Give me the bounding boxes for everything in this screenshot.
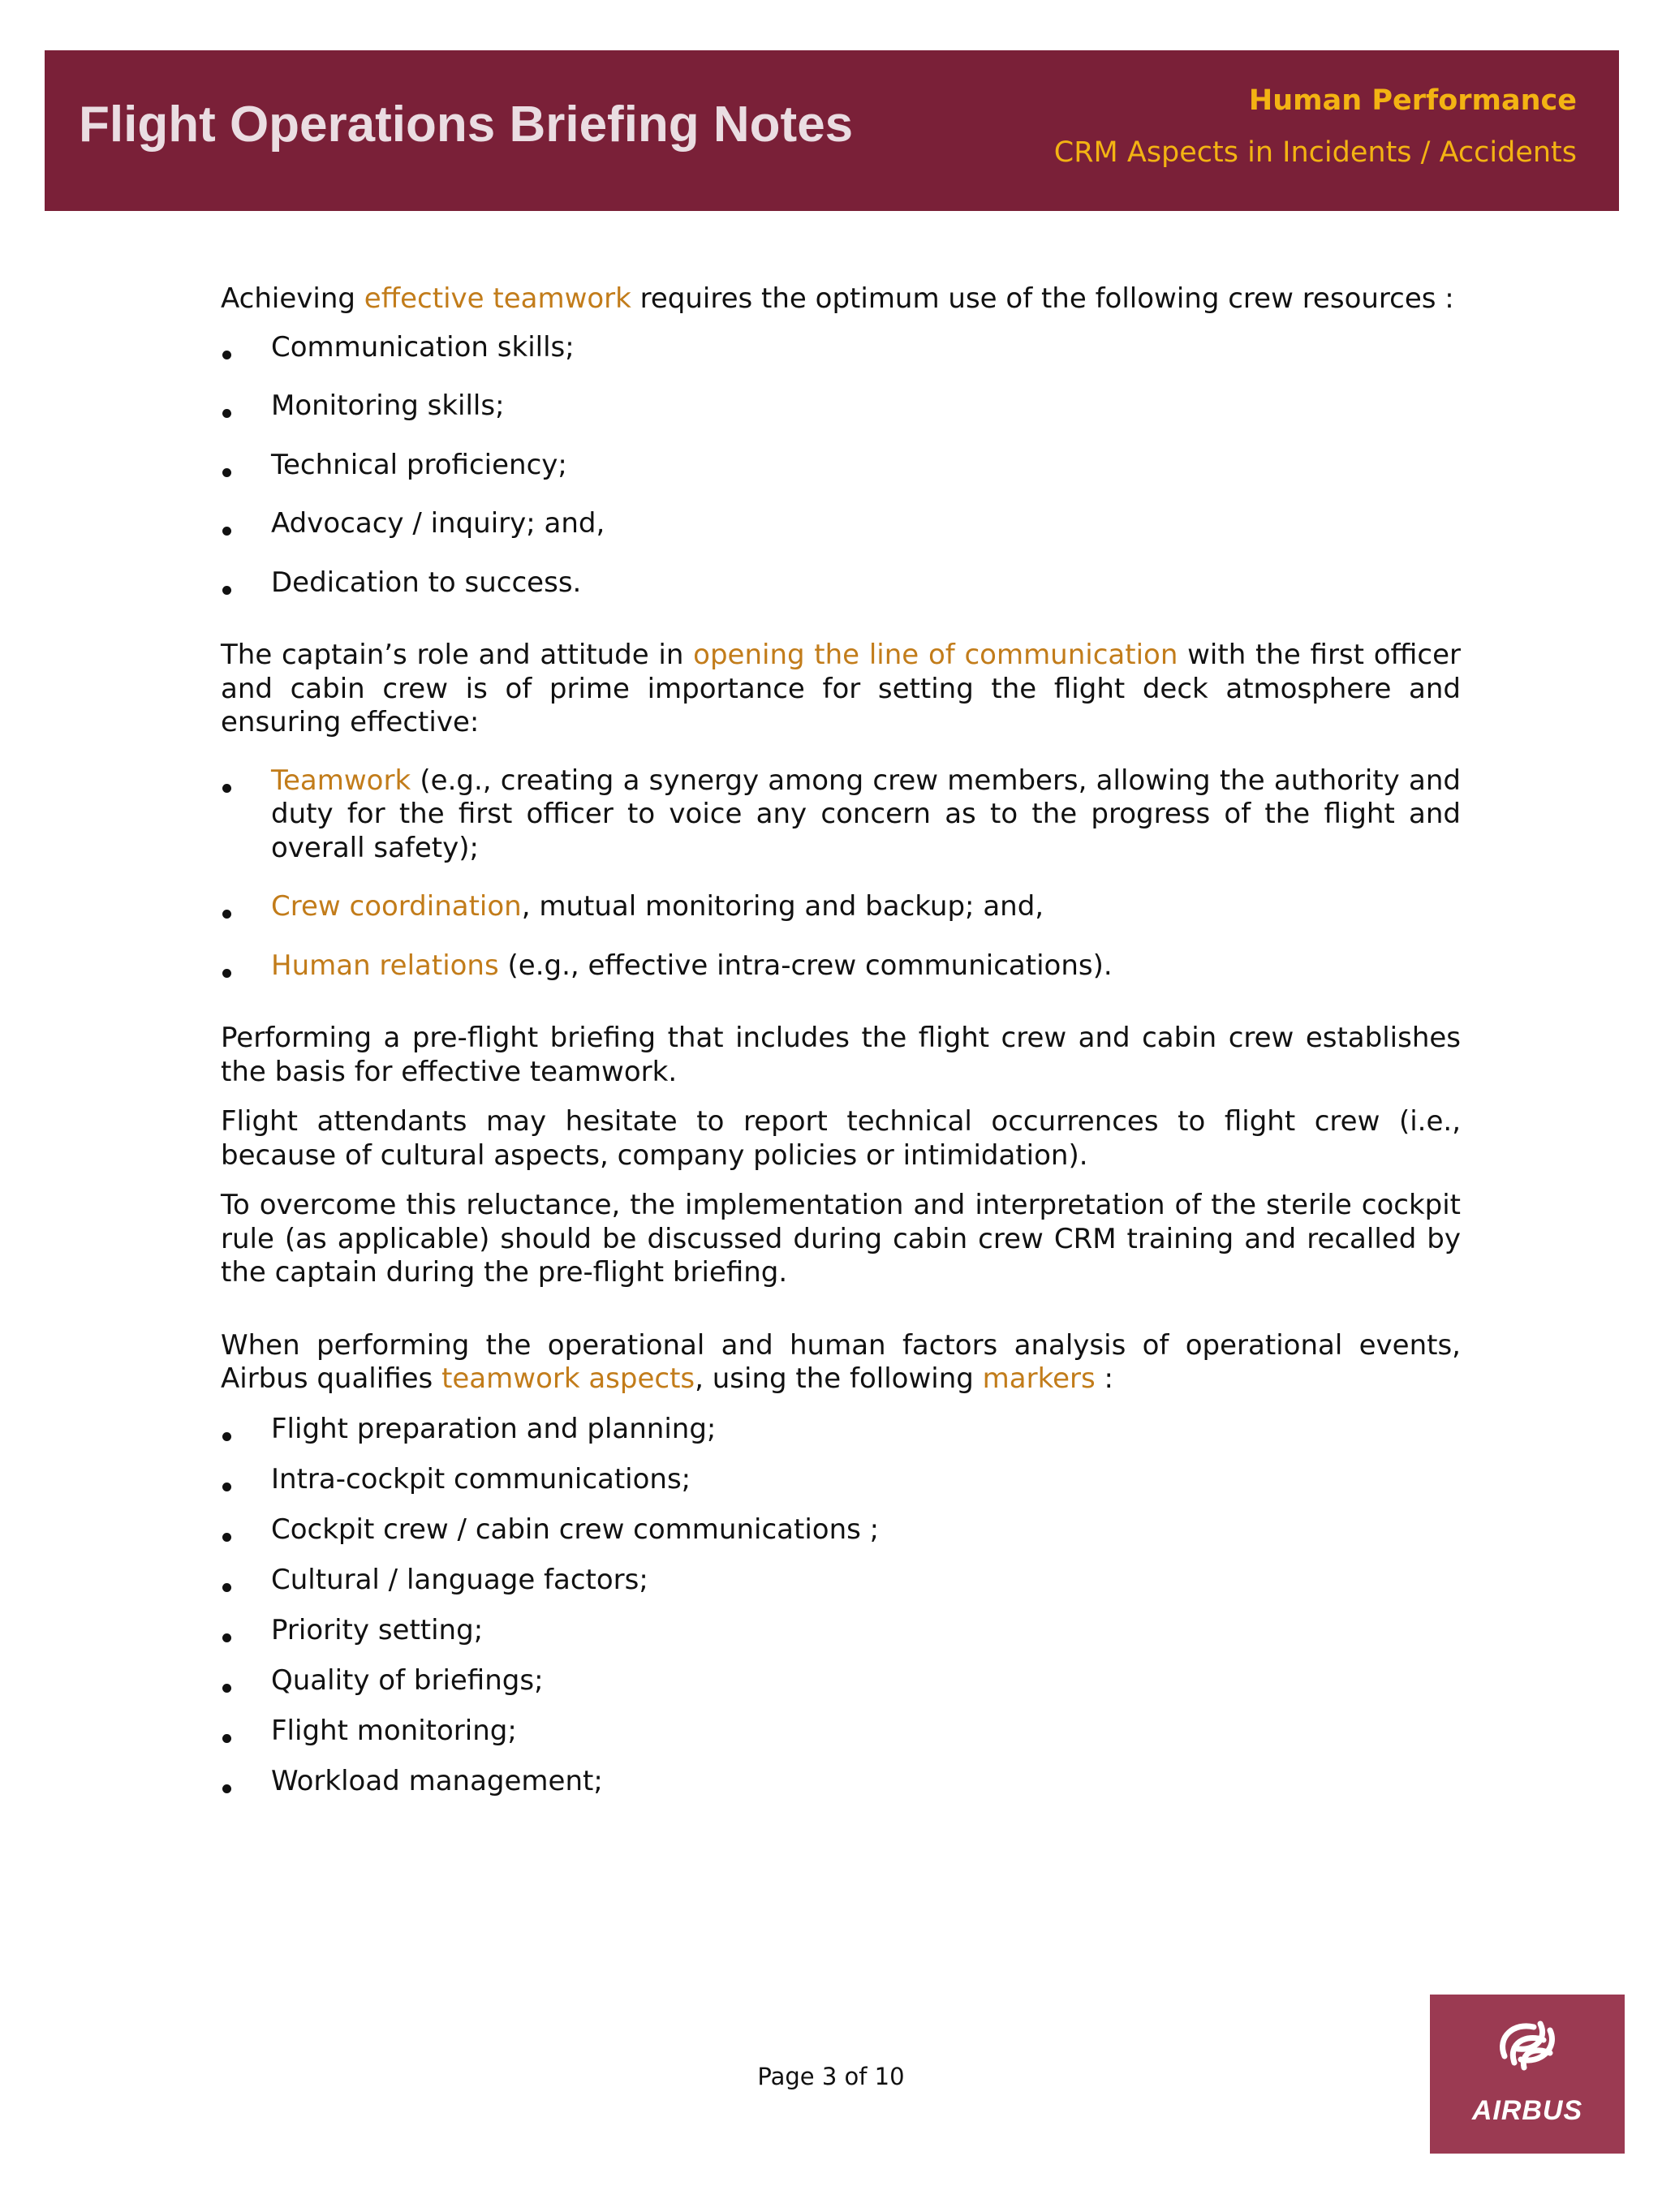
list-item: Cultural / language factors; (221, 1564, 1461, 1598)
bullet-icon (222, 409, 231, 418)
effective-list (221, 764, 1461, 983)
list-item: Cockpit crew / cabin crew communications ; (221, 1513, 1461, 1547)
bullet-icon (222, 1583, 231, 1592)
page-header (45, 50, 1619, 211)
list-item: Technical proficiency; (221, 449, 1461, 483)
list-item: Crew coordination, mutual monitoring and backup; and, (221, 890, 1461, 924)
bullet-icon (222, 910, 231, 919)
list-item: Advocacy / inquiry; and, (221, 507, 1461, 541)
section1-intro: Achieving effective teamwork requires the optimum use of the following crew resources : (221, 282, 1454, 315)
paragraph-reluctance: To overcome this reluctance, the implementation and interpretation of the sterile cockpit rule (as applicable) should be discussed during cabin crew CRM training and recalled by the captain during the pre-flight briefing. (221, 1189, 1461, 1289)
bullet-icon (222, 527, 231, 536)
paragraph-preflight: Performing a pre-flight briefing that includes the flight crew and cabin crew establishes the basis for effective teamwork. (221, 1022, 1461, 1088)
bullet-icon (222, 1734, 231, 1743)
page-content (221, 282, 1461, 1798)
highlight-teamwork-aspects: teamwork aspects (441, 1362, 695, 1395)
bullet-icon (222, 586, 231, 595)
highlight-effective-teamwork: effective teamwork (364, 282, 631, 315)
section2-intro: The captain’s role and attitude in opening the line of communication with the first officer and cabin crew is of prime importance for setting the flight deck atmosphere and ensuring effective: (221, 639, 1461, 738)
airbus-wordmark: AIRBUS (1471, 2095, 1583, 2126)
list-item: Quality of briefings; (221, 1664, 1461, 1698)
bullet-icon (222, 1432, 231, 1441)
airbus-swirl-icon (1430, 1995, 1625, 2092)
document-title: Flight Operations Briefing Notes (79, 97, 854, 153)
list-item: Workload management; (221, 1765, 1461, 1799)
bullet-icon (222, 1684, 231, 1693)
section3-intro: When performing the operational and human factors analysis of operational events, Airbus qualifies teamwork aspects, using the following markers : (221, 1328, 1461, 1395)
bullet-icon (222, 1784, 231, 1793)
bullet-icon (222, 351, 231, 359)
list-item: Teamwork (e.g., creating a synergy among crew members, allowing the authority and duty for the first officer to voice any concern as to the progress of the flight and overall safety); (221, 764, 1461, 866)
highlight-opening-line: opening the line of communication (693, 639, 1178, 671)
crew-resources-list (221, 331, 1461, 600)
list-item: Intra-cockpit communications; (221, 1463, 1461, 1497)
bullet-icon (222, 1483, 231, 1491)
list-item: Priority setting; (221, 1614, 1461, 1648)
highlight-markers: markers (982, 1362, 1096, 1395)
airbus-logo (1430, 1995, 1625, 2154)
bullet-icon (222, 784, 231, 793)
markers-list (221, 1413, 1461, 1799)
list-item: Monitoring skills; (221, 389, 1461, 424)
paragraph-attendants: Flight attendants may hesitate to report technical occurrences to flight crew (i.e., because of cultural aspects, company policies or intimidation). (221, 1105, 1461, 1172)
bullet-icon (222, 1633, 231, 1642)
bullet-icon (222, 468, 231, 477)
page-number: Page 3 of 10 (757, 2063, 905, 2090)
bullet-icon (222, 969, 231, 978)
bullet-icon (222, 1533, 231, 1542)
header-category: Human Performance (1248, 84, 1577, 117)
list-item: Flight preparation and planning; (221, 1413, 1461, 1447)
header-subtitle: CRM Aspects in Incidents / Accidents (1053, 136, 1577, 169)
list-item: Human relations (e.g., effective intra-crew communications). (221, 949, 1461, 983)
list-item: Communication skills; (221, 331, 1461, 365)
list-item: Dedication to success. (221, 566, 1461, 600)
list-item: Flight monitoring; (221, 1715, 1461, 1749)
